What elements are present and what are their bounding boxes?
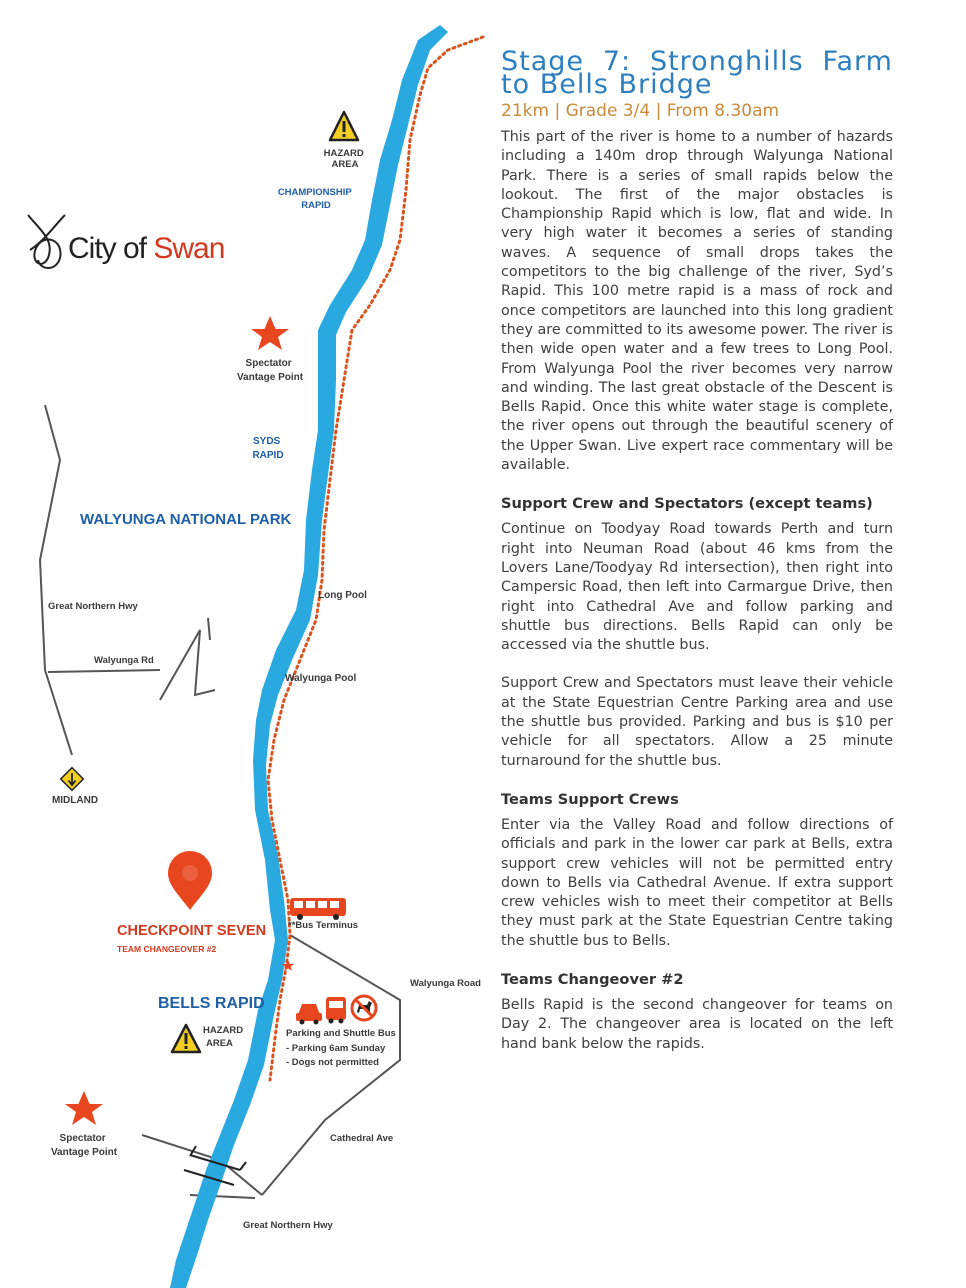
city-of-swan-logo [28,215,224,268]
svg-text:City of Swan [68,232,224,265]
support-crew-directions: Continue on Toodyay Road towards Perth and turn right into Neuman Road (about 46 kms from the Lovers Lane/Toodyay Rd intersection), then right into Campersic Road, then left into Carmargue Drive, then right into Cathedral Ave and follow parking and shuttle bus directions. Bells Rapid can only be accessed via the shuttle bus. [501,521,893,654]
logo-swan-text: Swan [153,232,225,265]
checkpoint-pin-icon [168,851,212,910]
hazard-bottom-label: HAZARD AREA [203,1025,244,1049]
midland-label: MIDLAND [51,795,99,806]
bells-rapid-label: BELLS RAPID [158,995,265,1012]
hazard-top-icon [330,112,358,140]
hazard-top-label: HAZARD AREA [323,148,364,170]
spectator-star-bottom-icon [65,1091,103,1125]
support-crew-parking: Support Crew and Spectators must leave their vehicle at the State Equestrian Centre Parking area and use the shuttle bus provided. Parking and bus is $10 per vehicle for all spectators. Allow a 25 minute turnaround for the shuttle bus. [501,675,893,769]
river [170,25,448,1288]
walyunga-rd-label: Walyunga Rd [94,655,154,666]
hazard-bottom-icon [172,1025,200,1052]
parking-label: Parking and Shuttle Bus - Parking 6am Sunday - Dogs not permitted [286,1028,396,1068]
logo-city-text: City of [68,232,154,265]
spectator-star-icon [251,316,289,350]
great-northern-hwy-top-label: Great Northern Hwy [48,601,138,612]
championship-rapid-label: CHAMPIONSHIP RAPID [277,187,352,211]
spectator-top-label: Spectator Vantage Point [236,358,304,383]
walyunga-pool-label: Walyunga Pool [285,673,357,684]
teams-support-heading: Teams Support Crews [501,790,679,808]
no-dogs-icon [352,996,376,1020]
teams-support-paragraph: Enter via the Valley Road and follow directions of officials and park in the lower car park at Bells, extra support crew vehicles will not be permitted entry down to Bells via Cathedral Avenue. If extra support crew vehicles wish to meet their competitor at Bells they must park at the State Equestrian Centre taking the shuttle bus to Bells. [501,816,893,949]
support-crew-heading: Support Crew and Spectators (except teams) [501,495,873,513]
car-icon [296,1004,322,1025]
midland-direction-icon [61,768,84,791]
spectator-bottom-label: Spectator Vantage Point [50,1133,118,1158]
bus-terminus-label: **Bus Terminus [288,920,359,931]
team-changeover-label: TEAM CHANGEOVER #2 [117,944,217,954]
checkpoint-label: CHECKPOINT SEVEN [117,923,267,939]
teams-changeover-paragraph: Bells Rapid is the second changeover for teams on Day 2. The changeover area is located on the left hand bank below the rapids. [501,996,893,1052]
great-northern-hwy-bottom-label: Great Northern Hwy [243,1220,333,1231]
stage-description [501,46,893,1054]
bus-icon [290,898,346,920]
syds-rapid-label: SYDS RAPID [252,436,284,461]
shuttle-bus-icon [326,997,346,1024]
stage-subtitle: 21km | Grade 3/4 | From 8.30am [501,101,780,121]
teams-changeover-heading: Teams Changeover #2 [501,970,684,988]
intro-paragraph: This part of the river is home to a number of hazards including a 140m drop through Walyunga National Park. There is a series of small rapids below the lookout. The first of the major obstacles is Championship Rapid which is low, flat and wide. In very high water it becomes a series of standing waves. A sequence of small drops takes the competitors to the big challenge of the river, Syd’s Rapid. This 100 metre rapid is a mass of rock and once competitors are launched into this long gradient they are committed to its awesome power. The river is then wide open water and a few trees to Long Pool. From Walyunga Pool the river becomes very narrow and winding. The last great obstacle of the Descent is Bells Rapid. Once this white water stage is complete, the river opens out through the beautiful scenery of the Upper Swan. Live expert race commentary will be available. [501,129,893,474]
cathedral-ave-label: Cathedral Ave [330,1133,394,1144]
walyunga-road-label: Walyunga Road [410,978,481,989]
walyunga-park-label: WALYUNGA NATIONAL PARK [80,511,292,528]
long-pool-label: Long Pool [318,590,367,601]
page-title: Stage 7: Stronghills Farm to Bells Bridge [501,46,893,100]
